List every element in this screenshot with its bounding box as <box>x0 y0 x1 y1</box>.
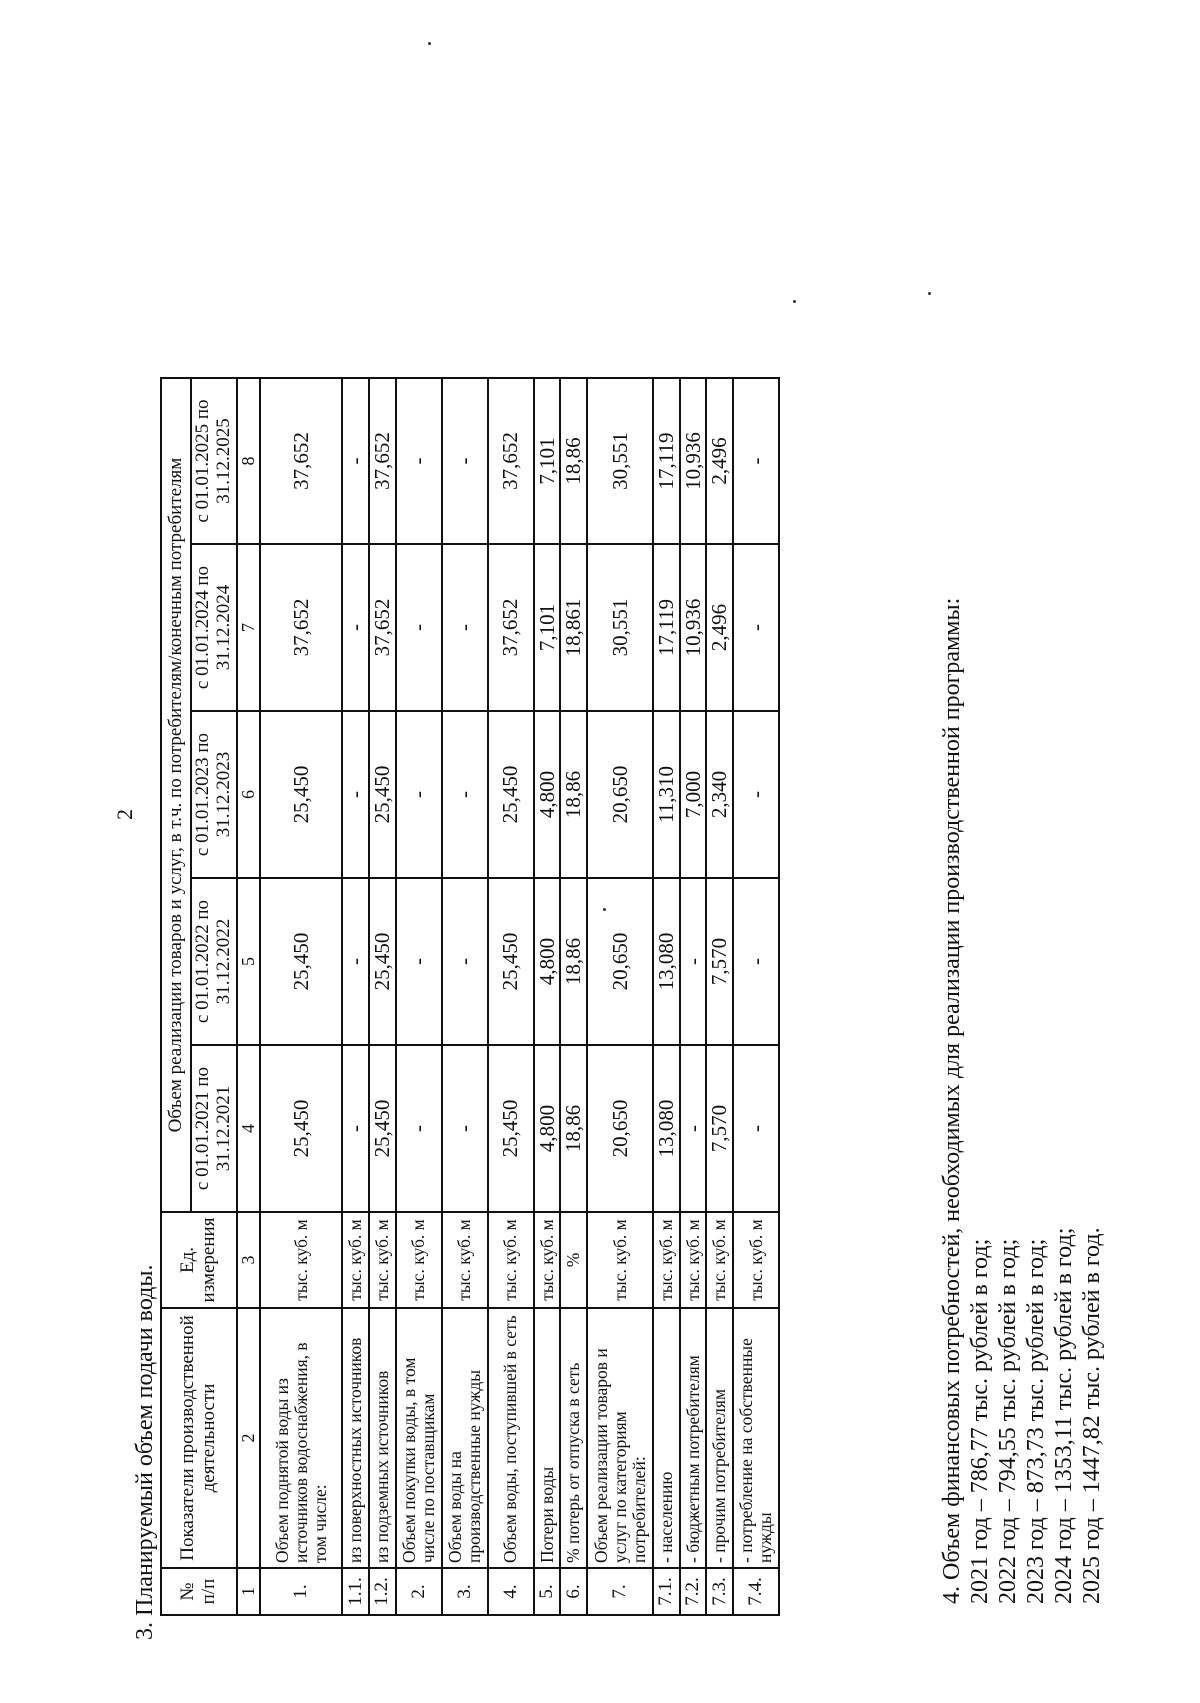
row-value: - <box>680 878 707 1045</box>
row-value: 7,101 <box>534 378 561 544</box>
row-number: 2. <box>396 1568 442 1615</box>
column-number: 7 <box>237 544 260 711</box>
row-value: - <box>342 878 369 1045</box>
row-value: 25,450 <box>488 711 534 878</box>
header-period: с 01.01.2022 по 31.12.2022 <box>191 878 237 1045</box>
row-value: 30,551 <box>587 544 653 711</box>
row-unit: тыс. куб. м <box>680 1212 707 1308</box>
row-value: 4,800 <box>534 711 561 878</box>
row-indicator: Объем воды на производственные нужды <box>442 1308 488 1568</box>
header-indicator: Показатели производственной деятельности <box>161 1308 237 1568</box>
header-volume-group: Объем реализации товаров и услуг, в т.ч. по потребителям/конечным потребителям <box>161 378 191 1212</box>
column-number: 5 <box>237 878 260 1045</box>
table-row <box>680 378 707 1615</box>
row-value: - <box>342 1045 369 1212</box>
rotated-page-content <box>112 60 1190 1640</box>
row-value: 13,080 <box>653 1045 680 1212</box>
row-value: - <box>342 378 369 544</box>
row-value: 37,652 <box>369 544 396 711</box>
water-supply-table <box>160 377 780 1616</box>
row-indicator: - населению <box>653 1308 680 1568</box>
row-value: 25,450 <box>260 711 342 878</box>
row-value: 18,86 <box>560 1045 587 1212</box>
row-value: 25,450 <box>369 711 396 878</box>
row-indicator: - прочим потребителям <box>706 1308 733 1568</box>
row-value: - <box>442 711 488 878</box>
header-period: с 01.01.2023 по 31.12.2023 <box>191 711 237 878</box>
section-title: 3. Планируемый объем подачи воды. <box>132 1264 158 1640</box>
row-value: - <box>733 711 779 878</box>
row-unit: % <box>560 1212 587 1308</box>
row-unit: тыс. куб. м <box>733 1212 779 1308</box>
finance-line: 2021 год – 786,77 тыс. рублей в год; <box>967 1238 993 1604</box>
row-number: 1.2. <box>369 1568 396 1615</box>
row-value: 20,650 <box>587 711 653 878</box>
header-period: с 01.01.2024 по 31.12.2024 <box>191 544 237 711</box>
row-value: 18,861 <box>560 544 587 711</box>
column-number: 1 <box>237 1568 260 1615</box>
row-value: 25,450 <box>260 1045 342 1212</box>
row-indicator: Объем покупки воды, в том числе по поставщикам <box>396 1308 442 1568</box>
row-number: 7.2. <box>680 1568 707 1615</box>
row-unit: тыс. куб. м <box>534 1212 561 1308</box>
row-value: 4,800 <box>534 878 561 1045</box>
row-unit: тыс. куб. м <box>342 1212 369 1308</box>
row-value: 2,340 <box>706 711 733 878</box>
row-value: 10,936 <box>680 378 707 544</box>
finance-line: 2025 год – 1447,82 тыс. рублей в год. <box>1079 1227 1105 1604</box>
row-value: 25,450 <box>488 878 534 1045</box>
row-value: 2,496 <box>706 544 733 711</box>
row-unit: тыс. куб. м <box>369 1212 396 1308</box>
table-row <box>260 378 342 1615</box>
row-number: 5. <box>534 1568 561 1615</box>
column-number: 8 <box>237 378 260 544</box>
row-unit: тыс. куб. м <box>587 1212 653 1308</box>
row-value: - <box>733 1045 779 1212</box>
row-unit: тыс. куб. м <box>442 1212 488 1308</box>
row-value: 37,652 <box>260 378 342 544</box>
header-period: с 01.01.2025 по 31.12.2025 <box>191 378 237 544</box>
row-value: 13,080 <box>653 878 680 1045</box>
finance-line: 2024 год – 1353,11 тыс. рублей в год; <box>1051 1227 1077 1604</box>
row-value: - <box>680 1045 707 1212</box>
table-row <box>733 378 779 1615</box>
row-indicator: Потери воды <box>534 1308 561 1568</box>
row-indicator: Объем реализации товаров и услуг по категориям потребителей: <box>587 1308 653 1568</box>
row-value: - <box>396 878 442 1045</box>
row-indicator: Объем воды, поступившей в сеть <box>488 1308 534 1568</box>
table-row <box>396 378 442 1615</box>
row-indicator: из поверхностных источников <box>342 1308 369 1568</box>
row-value: 7,000 <box>680 711 707 878</box>
row-number: 3. <box>442 1568 488 1615</box>
row-value: 25,450 <box>488 1045 534 1212</box>
table-row <box>342 378 369 1615</box>
row-value: 2,496 <box>706 378 733 544</box>
header-num: № п/п <box>161 1568 237 1615</box>
row-value: 10,936 <box>680 544 707 711</box>
table-row <box>442 378 488 1615</box>
row-indicator: - бюджетным потребителям <box>680 1308 707 1568</box>
row-value: 20,650 <box>587 878 653 1045</box>
row-value: - <box>442 878 488 1045</box>
row-value: 25,450 <box>369 1045 396 1212</box>
row-value: - <box>442 1045 488 1212</box>
row-value: 37,652 <box>488 544 534 711</box>
row-value: 37,652 <box>488 378 534 544</box>
table-row <box>653 378 680 1615</box>
table-row <box>560 378 587 1615</box>
row-value: 18,86 <box>560 878 587 1045</box>
row-value: - <box>733 878 779 1045</box>
finance-line: 2022 год – 794,55 тыс. рублей в год; <box>995 1238 1021 1604</box>
row-unit: тыс. куб. м <box>488 1212 534 1308</box>
row-value: 30,551 <box>587 378 653 544</box>
row-value: - <box>442 544 488 711</box>
row-indicator: Объем поднятой воды из источников водоснабжения, в том числе: <box>260 1308 342 1568</box>
table-row <box>534 378 561 1615</box>
page-number: 2 <box>112 809 137 820</box>
row-value: 25,450 <box>369 878 396 1045</box>
table-row <box>488 378 534 1615</box>
row-value: - <box>442 378 488 544</box>
row-value: 17,119 <box>653 544 680 711</box>
finance-line: 2023 год – 873,73 тыс. рублей в год; <box>1023 1238 1049 1604</box>
row-unit: тыс. куб. м <box>396 1212 442 1308</box>
row-unit: тыс. куб. м <box>653 1212 680 1308</box>
header-period: с 01.01.2021 по 31.12.2021 <box>191 1045 237 1212</box>
row-unit: тыс. куб. м <box>260 1212 342 1308</box>
row-value: 11,310 <box>653 711 680 878</box>
column-number: 3 <box>237 1212 260 1308</box>
row-number: 7. <box>587 1568 653 1615</box>
row-value: 20,650 <box>587 1045 653 1212</box>
header-unit: Ед. измерения <box>161 1212 237 1308</box>
row-value: - <box>342 711 369 878</box>
row-value: 7,570 <box>706 1045 733 1212</box>
row-indicator: из подземных источников <box>369 1308 396 1568</box>
column-number: 4 <box>237 1045 260 1212</box>
row-number: 1.1. <box>342 1568 369 1615</box>
row-value: - <box>396 711 442 878</box>
row-value: - <box>396 378 442 544</box>
row-number: 1. <box>260 1568 342 1615</box>
row-value: 7,101 <box>534 544 561 711</box>
row-value: 37,652 <box>369 378 396 544</box>
row-number: 7.4. <box>733 1568 779 1615</box>
finance-section <box>938 598 1106 1604</box>
row-value: - <box>733 378 779 544</box>
row-value: - <box>342 544 369 711</box>
row-number: 7.3. <box>706 1568 733 1615</box>
row-value: - <box>396 1045 442 1212</box>
row-number: 6. <box>560 1568 587 1615</box>
row-value: 37,652 <box>260 544 342 711</box>
row-value: 7,570 <box>706 878 733 1045</box>
row-value: - <box>733 544 779 711</box>
table-row <box>369 378 396 1615</box>
table-row <box>706 378 733 1615</box>
row-value: 18,86 <box>560 711 587 878</box>
row-value: 18,86 <box>560 378 587 544</box>
table-row <box>587 378 653 1615</box>
column-number: 2 <box>237 1308 260 1568</box>
row-number: 7.1. <box>653 1568 680 1615</box>
row-value: 4,800 <box>534 1045 561 1212</box>
row-indicator: % потерь от отпуска в сеть <box>560 1308 587 1568</box>
row-value: 17,119 <box>653 378 680 544</box>
row-indicator: - потребление на собственные нужды <box>733 1308 779 1568</box>
row-number: 4. <box>488 1568 534 1615</box>
finance-title: 4. Объем финансовых потребностей, необходимых для реализации производственной программы: <box>939 597 965 1604</box>
scan-speck <box>428 42 431 45</box>
row-unit: тыс. куб. м <box>706 1212 733 1308</box>
column-number: 6 <box>237 711 260 878</box>
row-value: 25,450 <box>260 878 342 1045</box>
row-value: - <box>396 544 442 711</box>
